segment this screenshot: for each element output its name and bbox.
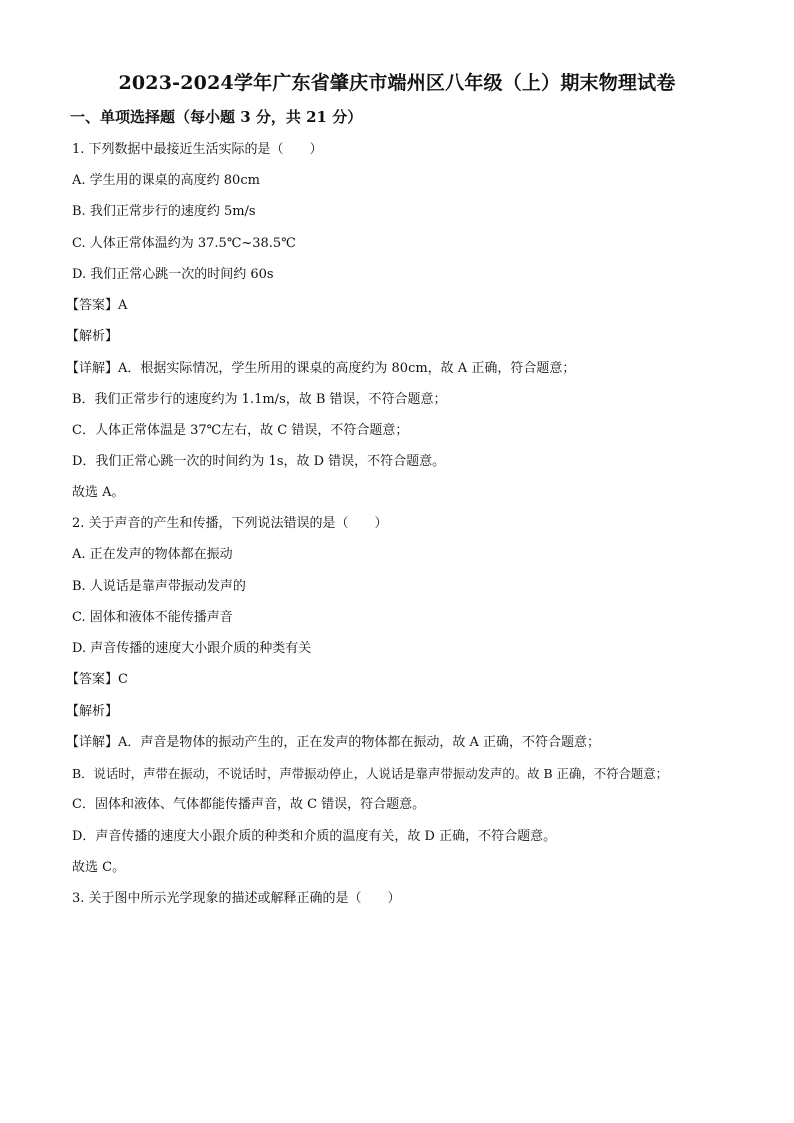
question-1-option-a: A. 学生用的课桌的高度约 80cm — [72, 173, 260, 188]
page-title: 2023-2024学年广东省肇庆市端州区八年级（上）期末物理试卷 — [118, 72, 676, 94]
question-2-option-d: D. 声音传播的速度大小跟介质的种类有关 — [72, 641, 312, 656]
question-1-detail-c: C．人体正常体温是 37℃左右，故 C 错误，不符合题意； — [72, 423, 409, 438]
question-2-detail-b: B．说话时，声带在振动，不说话时，声带振动停止，人说话是靠声带振动发声的。故 B 正确，不符合题意； — [72, 766, 669, 781]
question-2-conclusion: 故选 C。 — [72, 860, 126, 875]
question-2-detail-c: C．固体和液体、气体都能传播声音，故 C 错误，符合题意。 — [72, 797, 426, 812]
question-2-detail-a: 【详解】A．声音是物体的振动产生的，正在发声的物体都在振动，故 A 正确，不符合题意； — [66, 735, 601, 750]
question-2-option-c: C. 固体和液体不能传播声音 — [72, 610, 233, 625]
question-1-detail-a: 【详解】A．根据实际情况，学生所用的课桌的高度约为 80cm，故 A 正确，符合题意； — [66, 361, 576, 376]
question-1-answer: 【答案】A — [66, 298, 128, 313]
question-2-detail-d: D．声音传播的速度大小跟介质的种类和介质的温度有关，故 D 正确，不符合题意。 — [72, 829, 557, 844]
question-1-detail-b: B．我们正常步行的速度约为 1.1m/s，故 B 错误，不符合题意； — [72, 392, 447, 407]
question-3-stem: 3. 关于图中所示光学现象的描述或解释正确的是（ ） — [72, 891, 401, 906]
question-1-detail-d: D．我们正常心跳一次的时间约为 1s，故 D 错误，不符合题意。 — [72, 454, 446, 469]
question-2-stem: 2. 关于声音的产生和传播，下列说法错误的是（ ） — [72, 516, 388, 531]
section-heading: 一、单项选择题（每小题 3 分，共 21 分） — [70, 108, 363, 126]
question-1-option-c: C. 人体正常体温约为 37.5℃~38.5℃ — [72, 236, 296, 251]
question-2-answer: 【答案】C — [66, 672, 128, 687]
question-2-analysis-label: 【解析】 — [66, 704, 119, 719]
question-1-option-b: B. 我们正常步行的速度约 5m/s — [72, 204, 256, 219]
question-2-option-a: A. 正在发声的物体都在振动 — [72, 547, 233, 562]
question-1-analysis-label: 【解析】 — [66, 329, 119, 344]
question-2-option-b: B. 人说话是靠声带振动发声的 — [72, 579, 246, 594]
question-1-conclusion: 故选 A。 — [72, 485, 125, 500]
question-1-option-d: D. 我们正常心跳一次的时间约 60s — [72, 267, 274, 282]
question-1-stem: 1. 下列数据中最接近生活实际的是（ ） — [72, 142, 323, 157]
